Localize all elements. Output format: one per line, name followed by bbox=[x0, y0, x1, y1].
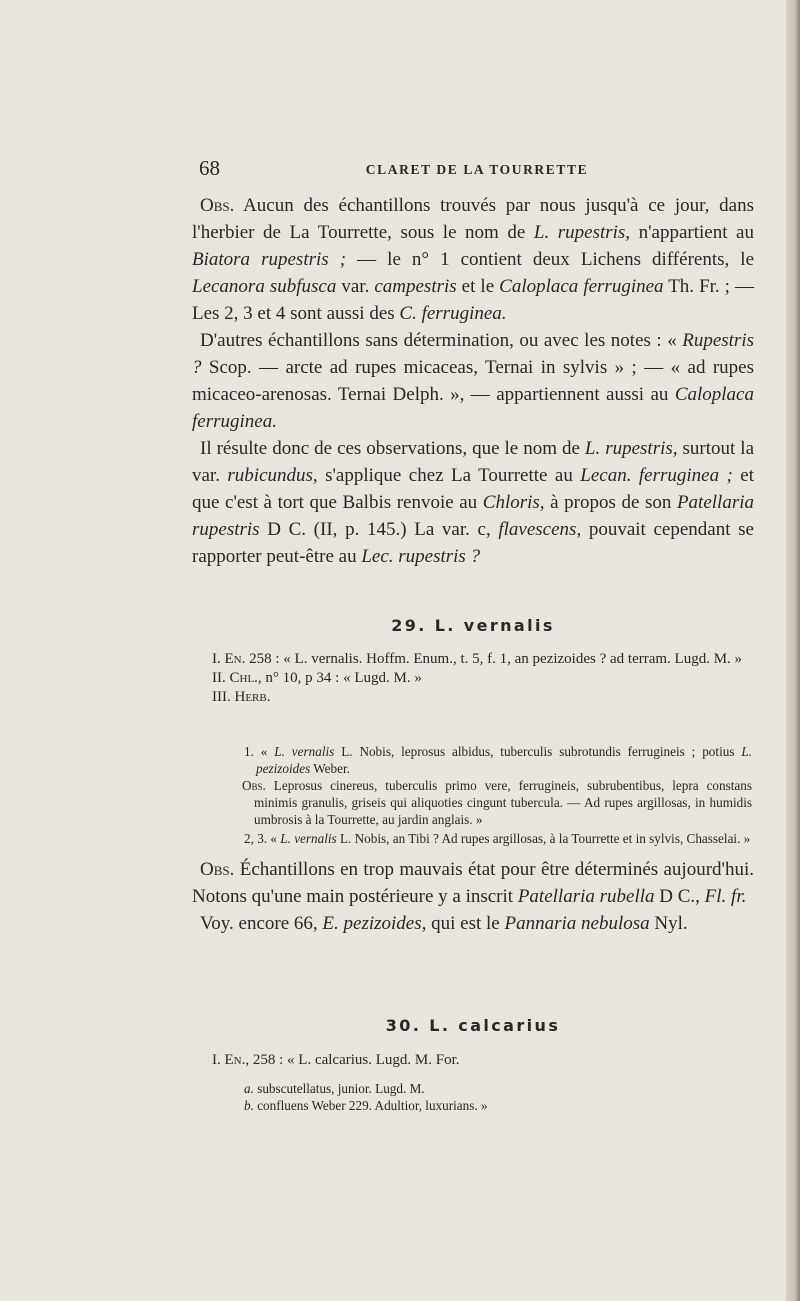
taxon-name: Pannaria nebulosa bbox=[504, 913, 650, 934]
note-text: Weber. bbox=[310, 761, 350, 776]
paragraph-obs-2 bbox=[192, 856, 754, 910]
taxon-name: campestris bbox=[374, 276, 457, 297]
text-run: surtout la var. bbox=[192, 438, 754, 486]
text-run: D C., bbox=[654, 886, 705, 907]
entry-number: I. bbox=[212, 1052, 225, 1068]
note-text: L. Nobis, leprosus albidus, tuberculis subrotundis ferrugineis ; potius bbox=[334, 744, 742, 759]
text-run: à propos de son bbox=[544, 492, 677, 513]
taxon-name: Lecan. ferruginea ; bbox=[580, 465, 733, 486]
running-title: CLARET DE LA TOURRETTE bbox=[365, 162, 589, 177]
note-text: L. Nobis, an Tibi ? Ad rupes argillosas, à la Tourrette et in sylvis, Chasselai. » bbox=[336, 831, 751, 846]
section-30 bbox=[192, 1016, 754, 1035]
text-run: — le n° 1 contient deux Lichens différents, le bbox=[346, 249, 755, 270]
taxon-name: Patellaria rupestris bbox=[192, 492, 754, 540]
main-text-bottom bbox=[192, 856, 754, 937]
herbarium-notes-29 bbox=[244, 743, 752, 847]
entry-number: I. bbox=[212, 651, 225, 667]
text-run: var. bbox=[336, 276, 375, 297]
herbarium-note bbox=[244, 777, 752, 828]
references-30 bbox=[212, 1051, 752, 1070]
taxon-name: Chloris, bbox=[482, 492, 545, 513]
taxon-name: E. pezizoides, bbox=[322, 913, 427, 934]
text-run: Th. Fr. ; — Les 2, 3 et 4 sont aussi des bbox=[192, 276, 754, 324]
obs-label: Obs. bbox=[200, 859, 235, 880]
references-29 bbox=[212, 650, 752, 707]
text-run: et le bbox=[456, 276, 500, 297]
variety-line bbox=[244, 1097, 752, 1114]
reference-entry bbox=[212, 669, 752, 688]
text-run: et que c'est à tort que Balbis renvoie au bbox=[192, 465, 755, 513]
page-header bbox=[199, 152, 755, 182]
section-heading-29: 29. L. vernalis bbox=[391, 616, 555, 635]
taxon-name: Rupestris ? bbox=[192, 330, 754, 378]
text-run: s'applique chez La Tourrette au bbox=[317, 465, 581, 486]
variety-text: subscutellatus, junior. Lugd. M. bbox=[253, 1081, 425, 1096]
entry-text: 258 : « L. vernalis. Hoffm. Enum., t. 5, f. 1, an pezizoides ? ad terram. Lugd. M. » bbox=[245, 651, 743, 667]
source-abbrev: En., bbox=[224, 1052, 250, 1068]
text-run: Il résulte donc de ces observations, que le nom de bbox=[200, 438, 585, 459]
paragraph-other-samples bbox=[192, 327, 754, 435]
note-text: 1. « bbox=[244, 744, 275, 759]
taxon-name: flavescens, bbox=[498, 519, 582, 540]
entry-text: n° 10, p 34 : « Lugd. M. » bbox=[261, 670, 422, 686]
variety-label: a. bbox=[244, 1081, 254, 1096]
section-heading-30: 30. L. calcarius bbox=[385, 1016, 561, 1035]
variety-text: confluens Weber 229. Adultior, luxurians. » bbox=[253, 1098, 488, 1113]
taxon-name: Biatora rupestris ; bbox=[192, 249, 347, 270]
taxon-name: Lec. rupestris ? bbox=[361, 546, 481, 567]
paragraph-obs-1 bbox=[192, 192, 754, 327]
entry-text: 258 : « L. calcarius. Lugd. M. For. bbox=[249, 1052, 460, 1068]
text-run: Scop. — arcte ad rupes micaceas, Ternai in sylvis » ; — « ad rupes micaceo-arenosas. Ternai Delph. », — appartiennent aussi au bbox=[192, 357, 754, 405]
herbarium-note bbox=[244, 830, 752, 847]
book-edge-shadow bbox=[786, 0, 800, 1301]
variety-label: b. bbox=[244, 1098, 254, 1113]
taxon-name: Caloplaca ferruginea bbox=[499, 276, 664, 297]
obs-label: Obs. bbox=[242, 778, 266, 793]
taxon-name: L. pezizoides bbox=[256, 744, 752, 776]
taxon-name: Caloplaca ferruginea. bbox=[192, 384, 754, 432]
reference-entry bbox=[212, 650, 752, 669]
taxon-name: L. vernalis bbox=[274, 744, 335, 759]
note-text: Leprosus cinereus, tuberculis primo vere, ferrugineis, subrubentibus, lepra constans minimis granulis, griseis qui aliquoties cingunt tubercula. — Ad rupes argillosas, in humidis umbrosis à la Tourrette, au jardin anglais. » bbox=[254, 778, 752, 827]
text-run: Aucun des échantillons trouvés par nous jusqu'à ce jour, dans l'herbier de La Tourrette, sous le nom de bbox=[192, 195, 754, 243]
taxon-name: L. rupestris, bbox=[533, 222, 631, 243]
taxon-name: Fl. fr. bbox=[704, 886, 747, 907]
entry-number: II. bbox=[212, 670, 230, 686]
taxon-name: L. vernalis bbox=[280, 831, 337, 846]
paragraph-see-also bbox=[192, 910, 754, 937]
source-abbrev: Chl., bbox=[229, 670, 262, 686]
text-run: n'appartient au bbox=[630, 222, 754, 243]
taxon-name: Patellaria rubella bbox=[517, 886, 655, 907]
text-run: Voy. encore 66, bbox=[200, 913, 323, 934]
reference-entry bbox=[212, 688, 752, 707]
entry-number: III. bbox=[212, 689, 235, 705]
herbarium-note bbox=[244, 743, 752, 777]
source-abbrev: En. bbox=[224, 651, 246, 667]
taxon-name: C. ferruginea. bbox=[399, 303, 507, 324]
text-run: D C. (II, p. 145.) La var. c, bbox=[259, 519, 499, 540]
text-run: qui est le bbox=[426, 913, 505, 934]
note-text: 2, 3. « bbox=[244, 831, 281, 846]
obs-label: Obs. bbox=[200, 195, 235, 216]
taxon-name: Lecanora subfusca bbox=[192, 276, 337, 297]
section-29 bbox=[192, 616, 754, 635]
taxon-name: L. rupestris, bbox=[584, 438, 678, 459]
main-text-top bbox=[192, 192, 754, 570]
text-run: Nyl. bbox=[649, 913, 688, 934]
variety-line bbox=[244, 1080, 752, 1097]
paragraph-conclusion bbox=[192, 435, 754, 570]
text-run: D'autres échantillons sans détermination, ou avec les notes : « bbox=[200, 330, 683, 351]
varieties-30 bbox=[244, 1080, 752, 1114]
text-run: Échantillons en trop mauvais état pour être déterminés aujourd'hui. Notons qu'une main postérieure y a inscrit bbox=[192, 859, 754, 907]
reference-entry bbox=[212, 1051, 752, 1070]
source-abbrev: Herb. bbox=[234, 689, 271, 705]
text-run: pouvait cependant se rapporter peut-être au bbox=[192, 519, 754, 567]
page-number: 68 bbox=[199, 156, 220, 180]
taxon-name: rubicundus, bbox=[227, 465, 318, 486]
